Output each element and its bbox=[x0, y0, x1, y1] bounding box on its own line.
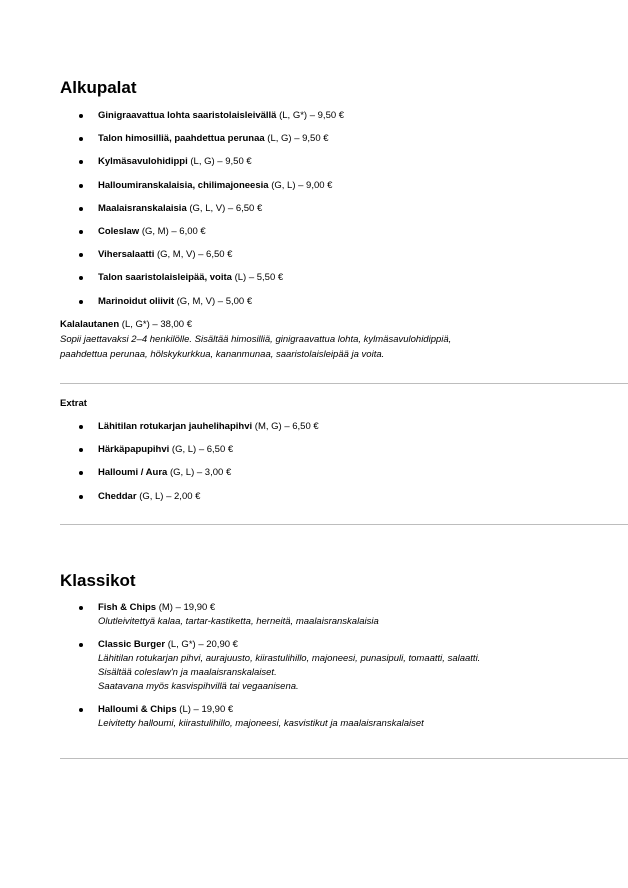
section-divider bbox=[60, 524, 628, 525]
item-details: (L, G*) – 9,50 € bbox=[279, 110, 345, 121]
list-item bbox=[60, 271, 628, 285]
section-title-extrat: Extrat bbox=[60, 398, 87, 409]
item-name: Vihersalaatti bbox=[98, 249, 155, 261]
list-item bbox=[60, 466, 628, 480]
item-name: Cheddar bbox=[98, 490, 137, 502]
item-name: Maalaisranskalaisia bbox=[98, 202, 187, 214]
list-item bbox=[60, 155, 628, 169]
item-description: Saatavana myös kasvispihvillä tai vegaanisena. bbox=[98, 681, 299, 693]
section-divider bbox=[60, 758, 628, 759]
alkupalat-section bbox=[60, 77, 628, 362]
list-item bbox=[60, 225, 628, 239]
list-item bbox=[60, 295, 628, 309]
item-details: (G, L, V) – 6,50 € bbox=[189, 202, 263, 214]
item-name: Halloumi / Aura bbox=[98, 467, 168, 479]
extrat-section bbox=[60, 397, 628, 513]
item-details: (L) – 5,50 € bbox=[234, 272, 284, 284]
item-details: (G, L) – 9,00 € bbox=[271, 179, 333, 191]
item-name: Classic Burger bbox=[98, 639, 166, 651]
list-item bbox=[60, 420, 628, 434]
item-name: Fish & Chips bbox=[98, 602, 157, 613]
list-item bbox=[60, 443, 628, 457]
item-details: (G, M, V) – 6,50 € bbox=[156, 249, 233, 261]
list-item bbox=[60, 703, 628, 731]
item-description: Leivitetty halloumi, kiirastulihillo, majoneesi, kasvistikut ja maalaisranskalaiset bbox=[98, 718, 424, 730]
list-item bbox=[60, 248, 628, 262]
list-item bbox=[60, 109, 628, 123]
section-divider bbox=[60, 383, 628, 384]
item-details: (M) – 19,90 € bbox=[158, 602, 216, 613]
platter-name: Kalalautanen bbox=[60, 318, 120, 330]
list-item bbox=[60, 202, 628, 216]
item-description: Sisältää coleslaw'n ja maalaisranskalaiset. bbox=[98, 667, 277, 679]
item-details: (L, G) – 9,50 € bbox=[190, 156, 252, 168]
item-name: Ginigraavattua lohta saaristolaisleivällä bbox=[98, 110, 277, 121]
item-name: Lähitilan rotukarjan jauhelihapihvi bbox=[98, 421, 253, 432]
item-details: (M, G) – 6,50 € bbox=[254, 421, 319, 432]
extrat-list bbox=[60, 420, 628, 504]
item-details: (G, M, V) – 5,00 € bbox=[176, 295, 253, 307]
item-details: (G, L) – 3,00 € bbox=[169, 467, 232, 479]
klassikot-section bbox=[60, 570, 628, 741]
platter-paragraph bbox=[60, 317, 628, 362]
item-details: (L, G) – 9,50 € bbox=[267, 133, 329, 145]
item-name: Kylmäsavulohidippi bbox=[98, 156, 188, 168]
item-details: (L) – 19,90 € bbox=[179, 704, 234, 716]
platter-details: (L, G*) – 38,00 € bbox=[121, 318, 193, 330]
klassikot-list bbox=[60, 601, 628, 731]
list-item bbox=[60, 490, 628, 504]
item-details: (G, M) – 6,00 € bbox=[141, 225, 206, 237]
item-name: Halloumi & Chips bbox=[98, 704, 177, 716]
alkupalat-list bbox=[60, 109, 628, 309]
item-name: Coleslaw bbox=[98, 225, 140, 237]
list-item bbox=[60, 132, 628, 146]
list-item bbox=[60, 601, 628, 629]
list-item bbox=[60, 638, 628, 694]
item-name: Härkäpapupihvi bbox=[98, 444, 170, 456]
item-details: (G, L) – 6,50 € bbox=[171, 444, 234, 456]
list-item bbox=[60, 179, 628, 193]
item-name: Talon saaristolaisleipää, voita bbox=[98, 272, 232, 284]
item-name: Halloumiranskalaisia, chilimajoneesia bbox=[98, 179, 269, 191]
item-description: Lähitilan rotukarjan pihvi, aurajuusto, kiirastulihillo, majoneesi, punasipuli, tomaatti, salaatti. bbox=[98, 653, 481, 665]
item-name: Talon himosilliä, paahdettua perunaa bbox=[98, 133, 265, 145]
item-details: (G, L) – 2,00 € bbox=[139, 490, 201, 502]
platter-description-line: Sopii jaettavaksi 2–4 henkilölle. Sisältää himosilliä, ginigraavattua lohta, kylmäsavulohidippiä, bbox=[60, 333, 452, 345]
item-description: Olutleivitettyä kalaa, tartar-kastiketta, herneitä, maalaisranskalaisia bbox=[98, 616, 379, 627]
item-details: (L, G*) – 20,90 € bbox=[167, 639, 238, 651]
section-title-alkupalat: Alkupalat bbox=[60, 78, 137, 97]
item-name: Marinoidut oliivit bbox=[98, 295, 174, 307]
menu-content bbox=[60, 77, 628, 362]
platter-description-line: paahdettua perunaa, hölskykurkkua, kananmunaa, saaristolaisleipää ja voita. bbox=[60, 348, 385, 360]
section-title-klassikot: Klassikot bbox=[60, 571, 136, 590]
